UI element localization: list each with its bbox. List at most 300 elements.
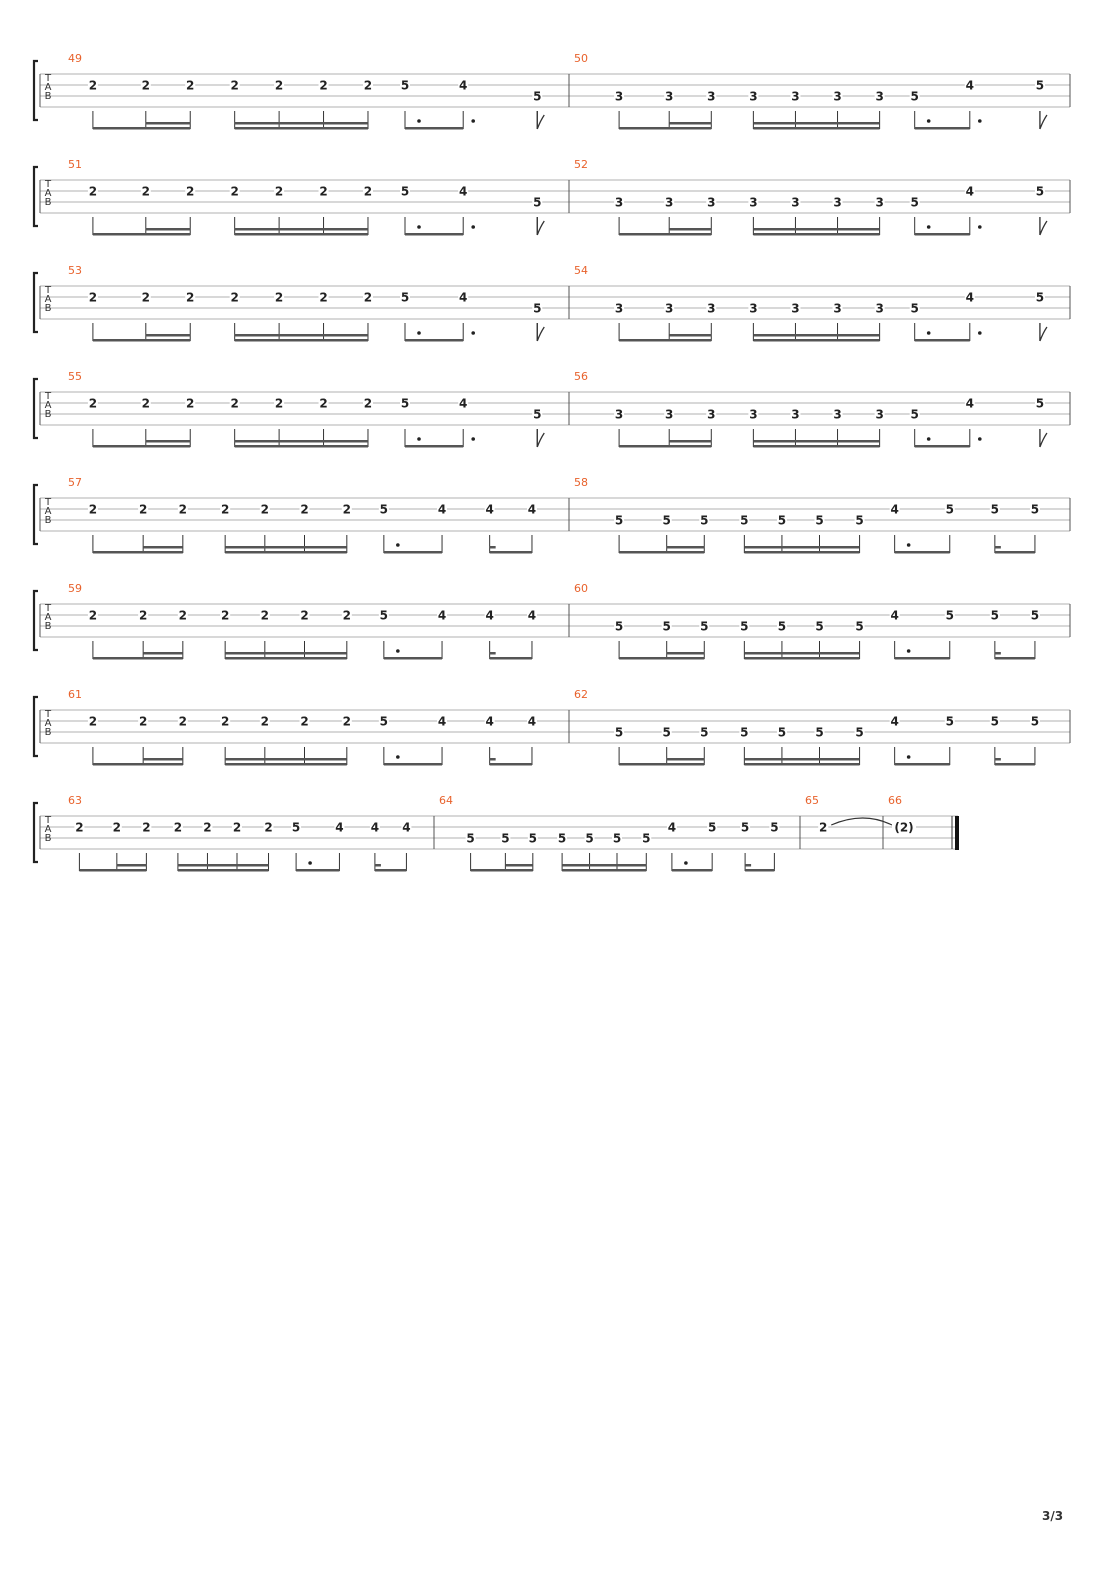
fret-number: 2: [274, 78, 284, 93]
note-flag: [537, 429, 544, 447]
fret-number: 3: [665, 89, 674, 104]
fret-number: 4: [965, 396, 974, 411]
beam-hook: [745, 864, 751, 867]
fret-number: 5: [466, 831, 475, 846]
fret-number: 4: [965, 290, 974, 305]
tab-clef-letter: T: [44, 709, 52, 720]
fret-number: 2: [342, 502, 351, 517]
fret-number: 5: [533, 301, 542, 316]
fret-number: 3: [833, 301, 842, 316]
fret-number: 2: [88, 184, 98, 199]
rhythm-dot: [417, 331, 421, 335]
fret-number: 2: [141, 290, 150, 305]
rhythm-dot: [396, 755, 400, 759]
fret-number: 5: [662, 725, 671, 740]
fret-number: 5: [1035, 78, 1045, 93]
fret-number: 2: [319, 184, 328, 199]
fret-number: 5: [855, 619, 864, 634]
fret-number: 5: [291, 820, 301, 835]
beam: [619, 127, 711, 130]
beam-hook: [490, 652, 496, 655]
fret-number: 4: [667, 820, 677, 835]
fret-number: 5: [1035, 396, 1045, 411]
tab-system: [34, 582, 1070, 660]
fret-number: 2: [363, 78, 373, 93]
fret-number: 5: [740, 619, 749, 634]
note-flag: [537, 111, 544, 129]
fret-number: 5: [1035, 184, 1045, 199]
fret-number: 2: [112, 820, 122, 835]
fret-number: 2: [319, 290, 328, 305]
beam-secondary: [753, 334, 879, 337]
beam-secondary: [669, 334, 711, 337]
beam: [744, 763, 859, 766]
fret-number: 3: [614, 195, 624, 210]
beam: [384, 657, 442, 660]
beam: [995, 657, 1035, 660]
fret-number: 4: [485, 502, 494, 517]
tab-clef-letter: T: [44, 391, 52, 402]
beam-hook: [490, 758, 496, 761]
fret-number: 4: [485, 714, 494, 729]
rhythm-dot: [978, 119, 982, 123]
beam-hook: [995, 546, 1001, 549]
tab-clef-letter: A: [44, 506, 52, 517]
tab-clef-letter: B: [44, 197, 52, 208]
fret-number: 3: [749, 89, 758, 104]
measure-number: 55: [68, 370, 82, 383]
rhythm-dot: [978, 437, 982, 441]
beam-secondary: [225, 652, 347, 655]
beam-hook: [375, 864, 381, 867]
fret-number: 2: [178, 714, 188, 729]
fret-number: 3: [791, 195, 800, 210]
fret-number: 2: [141, 78, 150, 93]
beam-secondary: [235, 122, 368, 125]
fret-number: 2: [142, 820, 151, 835]
beam: [235, 127, 368, 130]
system-bracket: [34, 697, 38, 756]
fret-number: 2: [75, 820, 84, 835]
fret-number: 5: [945, 714, 954, 729]
fret-number: 2: [220, 714, 230, 729]
beam: [296, 869, 339, 872]
fret-number: 5: [614, 725, 624, 740]
measure-number: 64: [439, 794, 453, 807]
measure-number: 57: [68, 476, 82, 489]
beam: [235, 339, 368, 342]
fret-number: 3: [665, 195, 674, 210]
fret-number: 4: [890, 502, 899, 517]
rhythm-dot: [927, 437, 931, 441]
measure-number: 51: [68, 158, 82, 171]
fret-number: 3: [665, 407, 674, 422]
beam: [225, 763, 347, 766]
fret-number: 5: [700, 725, 709, 740]
tab-clef-letter: A: [44, 82, 52, 93]
beam: [93, 339, 190, 342]
beam: [235, 233, 368, 236]
fret-number: 5: [910, 301, 919, 316]
fret-number: 5: [855, 513, 864, 528]
beam: [995, 551, 1035, 554]
measure-number: 61: [68, 688, 82, 701]
tab-system: [34, 370, 1070, 448]
rhythm-dot: [396, 543, 400, 547]
fret-number: 2: [363, 396, 373, 411]
fret-number: 2: [203, 820, 212, 835]
rhythm-dot: [396, 649, 400, 653]
beam-secondary: [744, 652, 859, 655]
fret-number: 2: [230, 184, 239, 199]
beam-secondary: [235, 440, 368, 443]
tab-clef-letter: B: [44, 727, 52, 738]
fret-number: 2: [186, 290, 195, 305]
fret-number: 2: [186, 184, 195, 199]
measure-number: 62: [574, 688, 588, 701]
tab-clef-letter: T: [44, 815, 52, 826]
fret-number: 5: [400, 396, 410, 411]
note-flag: [1040, 111, 1047, 129]
beam-secondary: [146, 334, 190, 337]
tab-clef-letter: T: [44, 497, 52, 508]
fret-number: 2: [88, 290, 98, 305]
fret-number: 5: [614, 619, 624, 634]
tab-clef-letter: B: [44, 91, 52, 102]
fret-number: 4: [527, 608, 537, 623]
fret-number: 4: [485, 608, 494, 623]
beam: [915, 233, 970, 236]
system-bracket: [34, 591, 38, 650]
measure-number: 50: [574, 52, 588, 65]
beam: [619, 657, 704, 660]
fret-number: 5: [855, 725, 864, 740]
fret-number: 5: [528, 831, 537, 846]
fret-number: 5: [614, 513, 624, 528]
fret-number: 5: [815, 513, 824, 528]
rhythm-dot: [907, 543, 911, 547]
fret-number: 5: [910, 407, 919, 422]
measure-number: 65: [805, 794, 819, 807]
fret-number: 3: [707, 407, 716, 422]
note-flag: [537, 217, 544, 235]
fret-number: 2: [319, 78, 328, 93]
beam: [93, 763, 183, 766]
system-bracket: [34, 485, 38, 544]
beam: [384, 551, 442, 554]
fret-number: 5: [740, 513, 749, 528]
beam: [915, 339, 970, 342]
fret-number: 2: [138, 502, 148, 517]
beam-secondary: [146, 228, 190, 231]
tab-clef-letter: B: [44, 833, 52, 844]
fret-number: 5: [740, 725, 749, 740]
beam: [93, 657, 183, 660]
fret-number: 3: [749, 301, 758, 316]
fret-number: 3: [614, 301, 624, 316]
measure-number: 53: [68, 264, 82, 277]
beam-secondary: [235, 334, 368, 337]
beam: [753, 445, 879, 448]
note-flag: [1040, 217, 1047, 235]
beam: [405, 127, 463, 130]
fret-number: 4: [459, 184, 468, 199]
beam: [490, 657, 532, 660]
tab-clef-letter: A: [44, 718, 52, 729]
rhythm-dot: [471, 225, 475, 229]
fret-number: 4: [437, 714, 447, 729]
beam-secondary: [146, 440, 190, 443]
fret-number: 5: [815, 725, 824, 740]
fret-number: 3: [614, 407, 624, 422]
fret-number: 5: [990, 502, 1000, 517]
fret-number: 2: [274, 396, 284, 411]
measure-number: 66: [888, 794, 902, 807]
beam: [619, 445, 711, 448]
measure-number: 56: [574, 370, 588, 383]
fret-number: 5: [662, 513, 671, 528]
tab-clef-letter: A: [44, 188, 52, 199]
fret-number: 3: [833, 195, 842, 210]
beam: [619, 233, 711, 236]
beam-secondary: [744, 758, 859, 761]
fret-number: 3: [791, 407, 800, 422]
fret-number: 4: [965, 78, 974, 93]
fret-number: 5: [945, 608, 954, 623]
rhythm-dot: [927, 331, 931, 335]
fret-number: 2: [260, 608, 270, 623]
rhythm-dot: [978, 331, 982, 335]
fret-number: 3: [707, 301, 716, 316]
fret-number: 5: [1030, 502, 1040, 517]
fret-number: 5: [707, 820, 717, 835]
beam-secondary: [753, 228, 879, 231]
beam-secondary: [753, 440, 879, 443]
beam-secondary: [669, 228, 711, 231]
beam: [405, 233, 463, 236]
beam-secondary: [667, 758, 705, 761]
fret-number: 2: [260, 714, 270, 729]
fret-number: 3: [707, 195, 716, 210]
fret-number: 5: [400, 290, 410, 305]
fret-number: 5: [990, 714, 1000, 729]
fret-number: 2: [300, 714, 309, 729]
fret-number: 5: [557, 831, 567, 846]
fret-number: 5: [379, 608, 389, 623]
fret-number: 2: [178, 502, 188, 517]
fret-number: 3: [875, 301, 884, 316]
rhythm-dot: [471, 119, 475, 123]
beam: [895, 551, 950, 554]
tab-clef-letter: A: [44, 400, 52, 411]
beam: [225, 657, 347, 660]
fret-number: 5: [945, 502, 954, 517]
measure-number: 60: [574, 582, 588, 595]
tab-system: [34, 158, 1070, 236]
fret-number: 2: [220, 502, 230, 517]
fret-number: 2: [88, 608, 98, 623]
fret-number: 5: [662, 619, 671, 634]
fret-number: 4: [527, 502, 537, 517]
fret-number: 4: [890, 714, 899, 729]
beam: [995, 763, 1035, 766]
fret-number: 4: [459, 290, 468, 305]
system-bracket: [34, 61, 38, 120]
note-flag: [1040, 429, 1047, 447]
beam: [753, 127, 879, 130]
fret-number: 2: [88, 502, 98, 517]
fret-number: 5: [777, 725, 787, 740]
fret-number: 3: [749, 407, 758, 422]
fret-number: 4: [527, 714, 537, 729]
tab-system: [34, 476, 1070, 554]
fret-number: 5: [1030, 608, 1040, 623]
beam-secondary: [667, 652, 705, 655]
beam-secondary: [753, 122, 879, 125]
measure-number: 52: [574, 158, 588, 171]
beam-secondary: [146, 122, 190, 125]
fret-number: 5: [770, 820, 779, 835]
fret-number: 5: [1035, 290, 1045, 305]
beam: [562, 869, 646, 872]
fret-number: 4: [335, 820, 344, 835]
fret-number: 2: [88, 714, 98, 729]
note-flag: [1040, 323, 1047, 341]
rhythm-dot: [471, 331, 475, 335]
system-bracket: [34, 803, 38, 862]
beam-secondary: [505, 864, 532, 867]
fret-number: 2: [230, 290, 239, 305]
beam: [753, 233, 879, 236]
fret-number: 3: [875, 407, 884, 422]
fret-number: 5: [501, 831, 510, 846]
beam: [619, 763, 704, 766]
fret-number: 4: [459, 396, 468, 411]
fret-number: 4: [370, 820, 380, 835]
beam-secondary: [117, 864, 147, 867]
beam: [93, 127, 190, 130]
fret-number: 3: [875, 89, 884, 104]
beam: [93, 445, 190, 448]
beam: [672, 869, 712, 872]
rhythm-dot: [907, 649, 911, 653]
fret-number: 4: [965, 184, 974, 199]
fret-number: 2: [88, 78, 98, 93]
beam-secondary: [178, 864, 269, 867]
tab-system: [34, 688, 1070, 766]
beam: [79, 869, 146, 872]
beam: [384, 763, 442, 766]
rhythm-dot: [417, 437, 421, 441]
fret-number: 5: [533, 89, 542, 104]
tab-clef-letter: T: [44, 179, 52, 190]
fret-number: 2: [264, 820, 273, 835]
tab-clef-letter: T: [44, 285, 52, 296]
system-bracket: [34, 379, 38, 438]
fret-number: 3: [614, 89, 624, 104]
fret-number: 2: [319, 396, 328, 411]
fret-number: 4: [459, 78, 468, 93]
beam: [405, 445, 463, 448]
fret-number: 5: [400, 78, 410, 93]
beam: [490, 551, 532, 554]
rhythm-dot: [907, 755, 911, 759]
rhythm-dot: [927, 119, 931, 123]
final-barline-thick: [955, 816, 959, 850]
tab-clef-letter: A: [44, 612, 52, 623]
tab-system: [34, 264, 1070, 342]
fret-number: 2: [300, 608, 309, 623]
tab-clef-letter: T: [44, 603, 52, 614]
note-flag: [537, 323, 544, 341]
tab-clef-letter: B: [44, 303, 52, 314]
beam: [915, 127, 970, 130]
fret-number: 5: [642, 831, 651, 846]
fret-number: 4: [402, 820, 411, 835]
fret-number: 5: [379, 714, 389, 729]
fret-number: 5: [585, 831, 594, 846]
fret-number: 5: [700, 619, 709, 634]
beam-secondary: [143, 652, 183, 655]
fret-number: 2: [178, 608, 188, 623]
tab-clef-letter: B: [44, 515, 52, 526]
fret-number: 2: [186, 396, 195, 411]
beam-secondary: [744, 546, 859, 549]
fret-number: 2: [819, 820, 828, 835]
beam: [915, 445, 970, 448]
fret-number: 5: [400, 184, 410, 199]
fret-number: 3: [791, 301, 800, 316]
beam-hook: [490, 546, 496, 549]
rhythm-dot: [308, 861, 312, 865]
rhythm-dot: [684, 861, 688, 865]
beam-secondary: [669, 122, 711, 125]
tab-clef-letter: B: [44, 409, 52, 420]
fret-number: 2: [220, 608, 230, 623]
fret-number: 3: [749, 195, 758, 210]
rhythm-dot: [417, 225, 421, 229]
fret-number: 2: [230, 78, 239, 93]
page-number: 3/3: [1042, 1509, 1064, 1523]
tab-clef-letter: A: [44, 294, 52, 305]
beam: [405, 339, 463, 342]
fret-number: 2: [230, 396, 239, 411]
beam: [225, 551, 347, 554]
fret-number: 4: [437, 502, 447, 517]
fret-number: 2: [342, 714, 351, 729]
fret-number: 5: [910, 89, 919, 104]
beam: [375, 869, 407, 872]
beam: [745, 869, 774, 872]
fret-number: 4: [890, 608, 899, 623]
measure-number: 58: [574, 476, 588, 489]
system-bracket: [34, 273, 38, 332]
fret-number: 5: [777, 619, 787, 634]
beam: [619, 551, 704, 554]
measure-number: 63: [68, 794, 82, 807]
fret-number: 2: [232, 820, 242, 835]
beam-secondary: [667, 546, 705, 549]
fret-number: 5: [612, 831, 622, 846]
fret-number: 2: [141, 396, 150, 411]
beam: [753, 339, 879, 342]
tab-system: [34, 794, 959, 872]
fret-number: 3: [665, 301, 674, 316]
beam: [93, 551, 183, 554]
rhythm-dot: [927, 225, 931, 229]
fret-number: 2: [88, 396, 98, 411]
rhythm-dot: [417, 119, 421, 123]
